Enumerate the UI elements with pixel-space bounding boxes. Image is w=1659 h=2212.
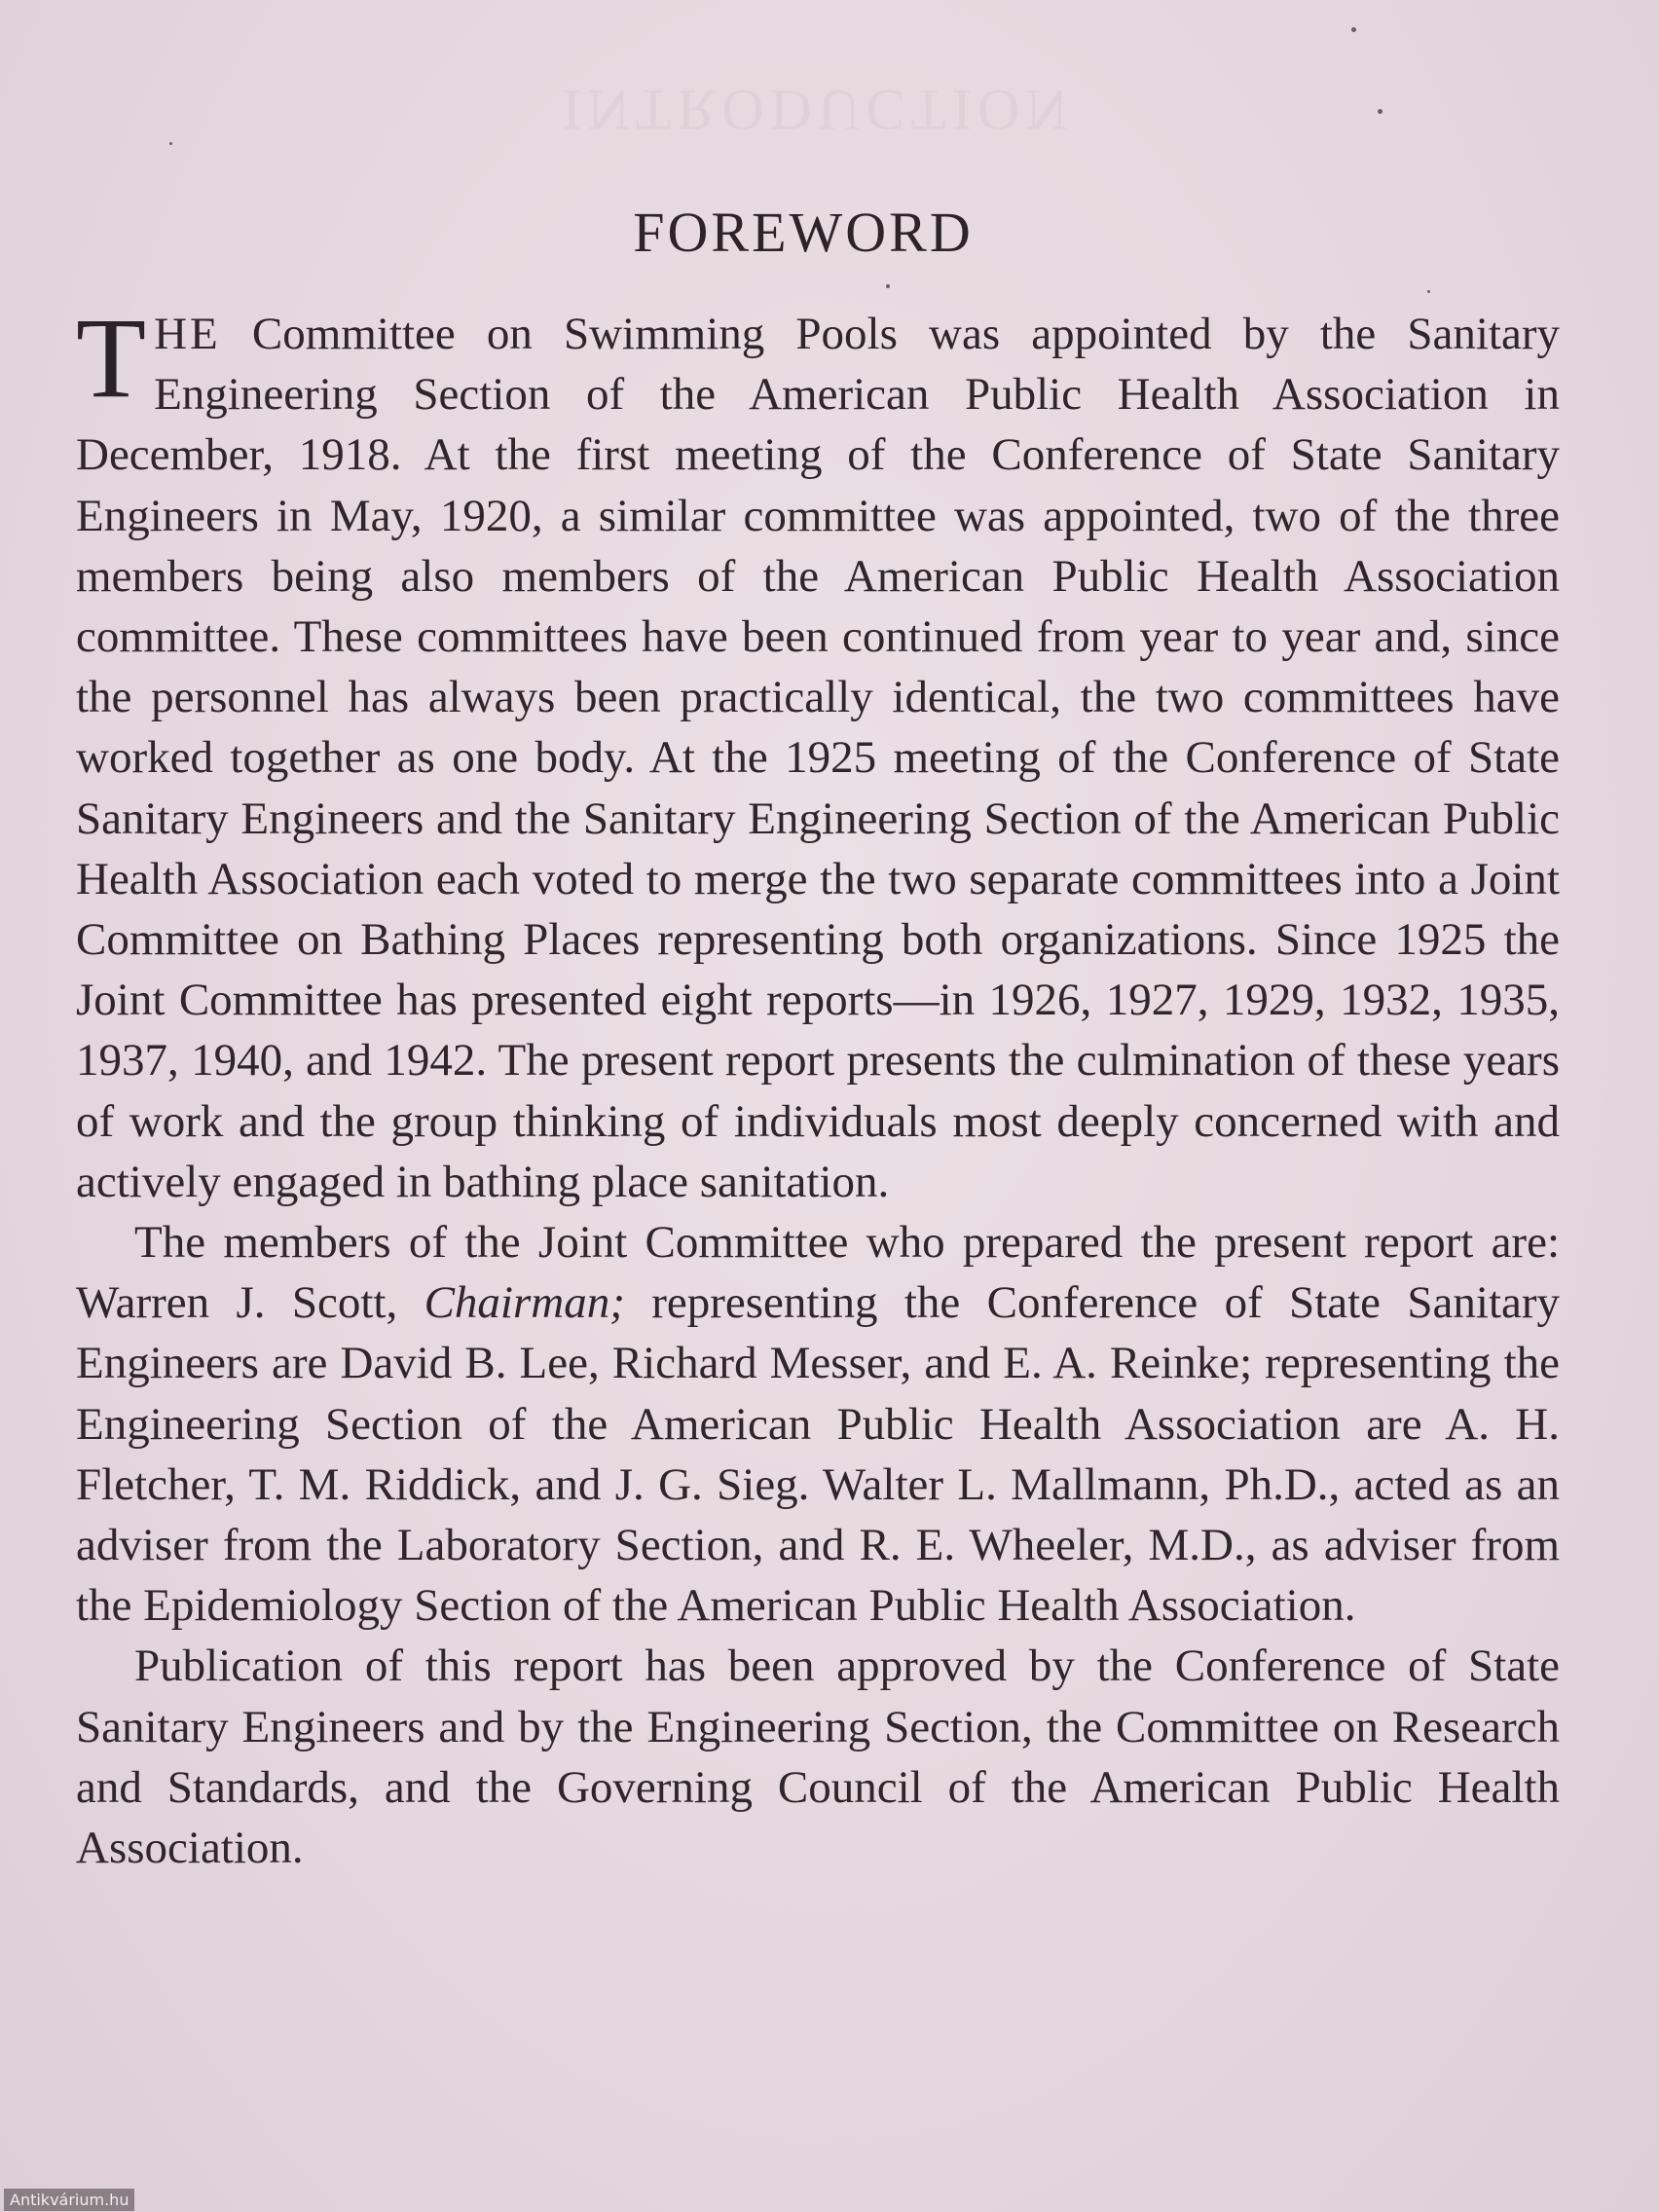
chairman-title: Chairman; bbox=[424, 1277, 625, 1329]
paragraph-2-text-before: The members of the Joint Committee who prepared the present report are: Warren J. Scott, bbox=[76, 1217, 1560, 1329]
body-text bbox=[76, 294, 1561, 1878]
paragraph-1 bbox=[76, 294, 1560, 1212]
paragraph-1-text: Committee on Swimming Pools was appointed by the Sanitary Engineering Section of the American Public Health Association in December, 1918. At the first meeting of the Conference of State Sanitary Engineers in May, 1920, a similar committee was appointed, two of the three members being also members of the American Public Health Association committee. These committees have been continued from year to year and, since the personnel has always been practically identical, the two committees have worked together as one body. At the 1925 meeting of the Conference of State Sanitary Engineers and the Sanitary Engineering Section of the American Public Health Association each voted to merge the two separate committees into a Joint Committee on Bathing Places representing both organizations. Since 1925 the Joint Committee has presented eight reports—in 1926, 1927, 1929, 1932, 1935, 1937, 1940, and 1942. The present report presents the culmination of these years of work and the group thinking of individuals most deeply concerned with and actively engaged in bathing place sanitation. bbox=[76, 309, 1560, 1207]
paragraph-3-text: Publication of this report has been approved by the Conference of State Sanitary Engineers and by the Engineering Section, the Committee on Research and Standards, and the Governing Council of the American Public Health Association. bbox=[76, 1641, 1560, 1874]
show-through-text: INTRODUCTION bbox=[562, 78, 1074, 142]
watermark: Antikvárium.hu bbox=[4, 2189, 134, 2211]
paragraph-2-text-after: representing the Conference of State Sanitary Engineers are David B. Lee, Richard Messer, and E. A. Reinke; representing the Engineering Section of the American Public Health Association are A. H. Fletcher, T. M. Riddick, and J. G. Sieg. Walter L. Mallmann, Ph.D., acted as an adviser from the Laboratory Section, and R. E. Wheeler, M.D., as adviser from the Epidemiology Section of the American Public Health Association. bbox=[76, 1277, 1561, 1632]
paragraph-3 bbox=[76, 1636, 1560, 1878]
paragraph-2 bbox=[76, 1212, 1560, 1636]
paper-speck bbox=[886, 284, 890, 288]
paragraph-1-lead: HE bbox=[154, 309, 221, 359]
page-title: FOREWORD bbox=[633, 201, 974, 264]
paper-speck bbox=[1351, 27, 1356, 32]
paper-speck bbox=[1378, 109, 1382, 114]
paper-speck bbox=[1427, 290, 1430, 293]
paper-speck bbox=[169, 142, 172, 145]
drop-cap: T bbox=[76, 294, 147, 422]
